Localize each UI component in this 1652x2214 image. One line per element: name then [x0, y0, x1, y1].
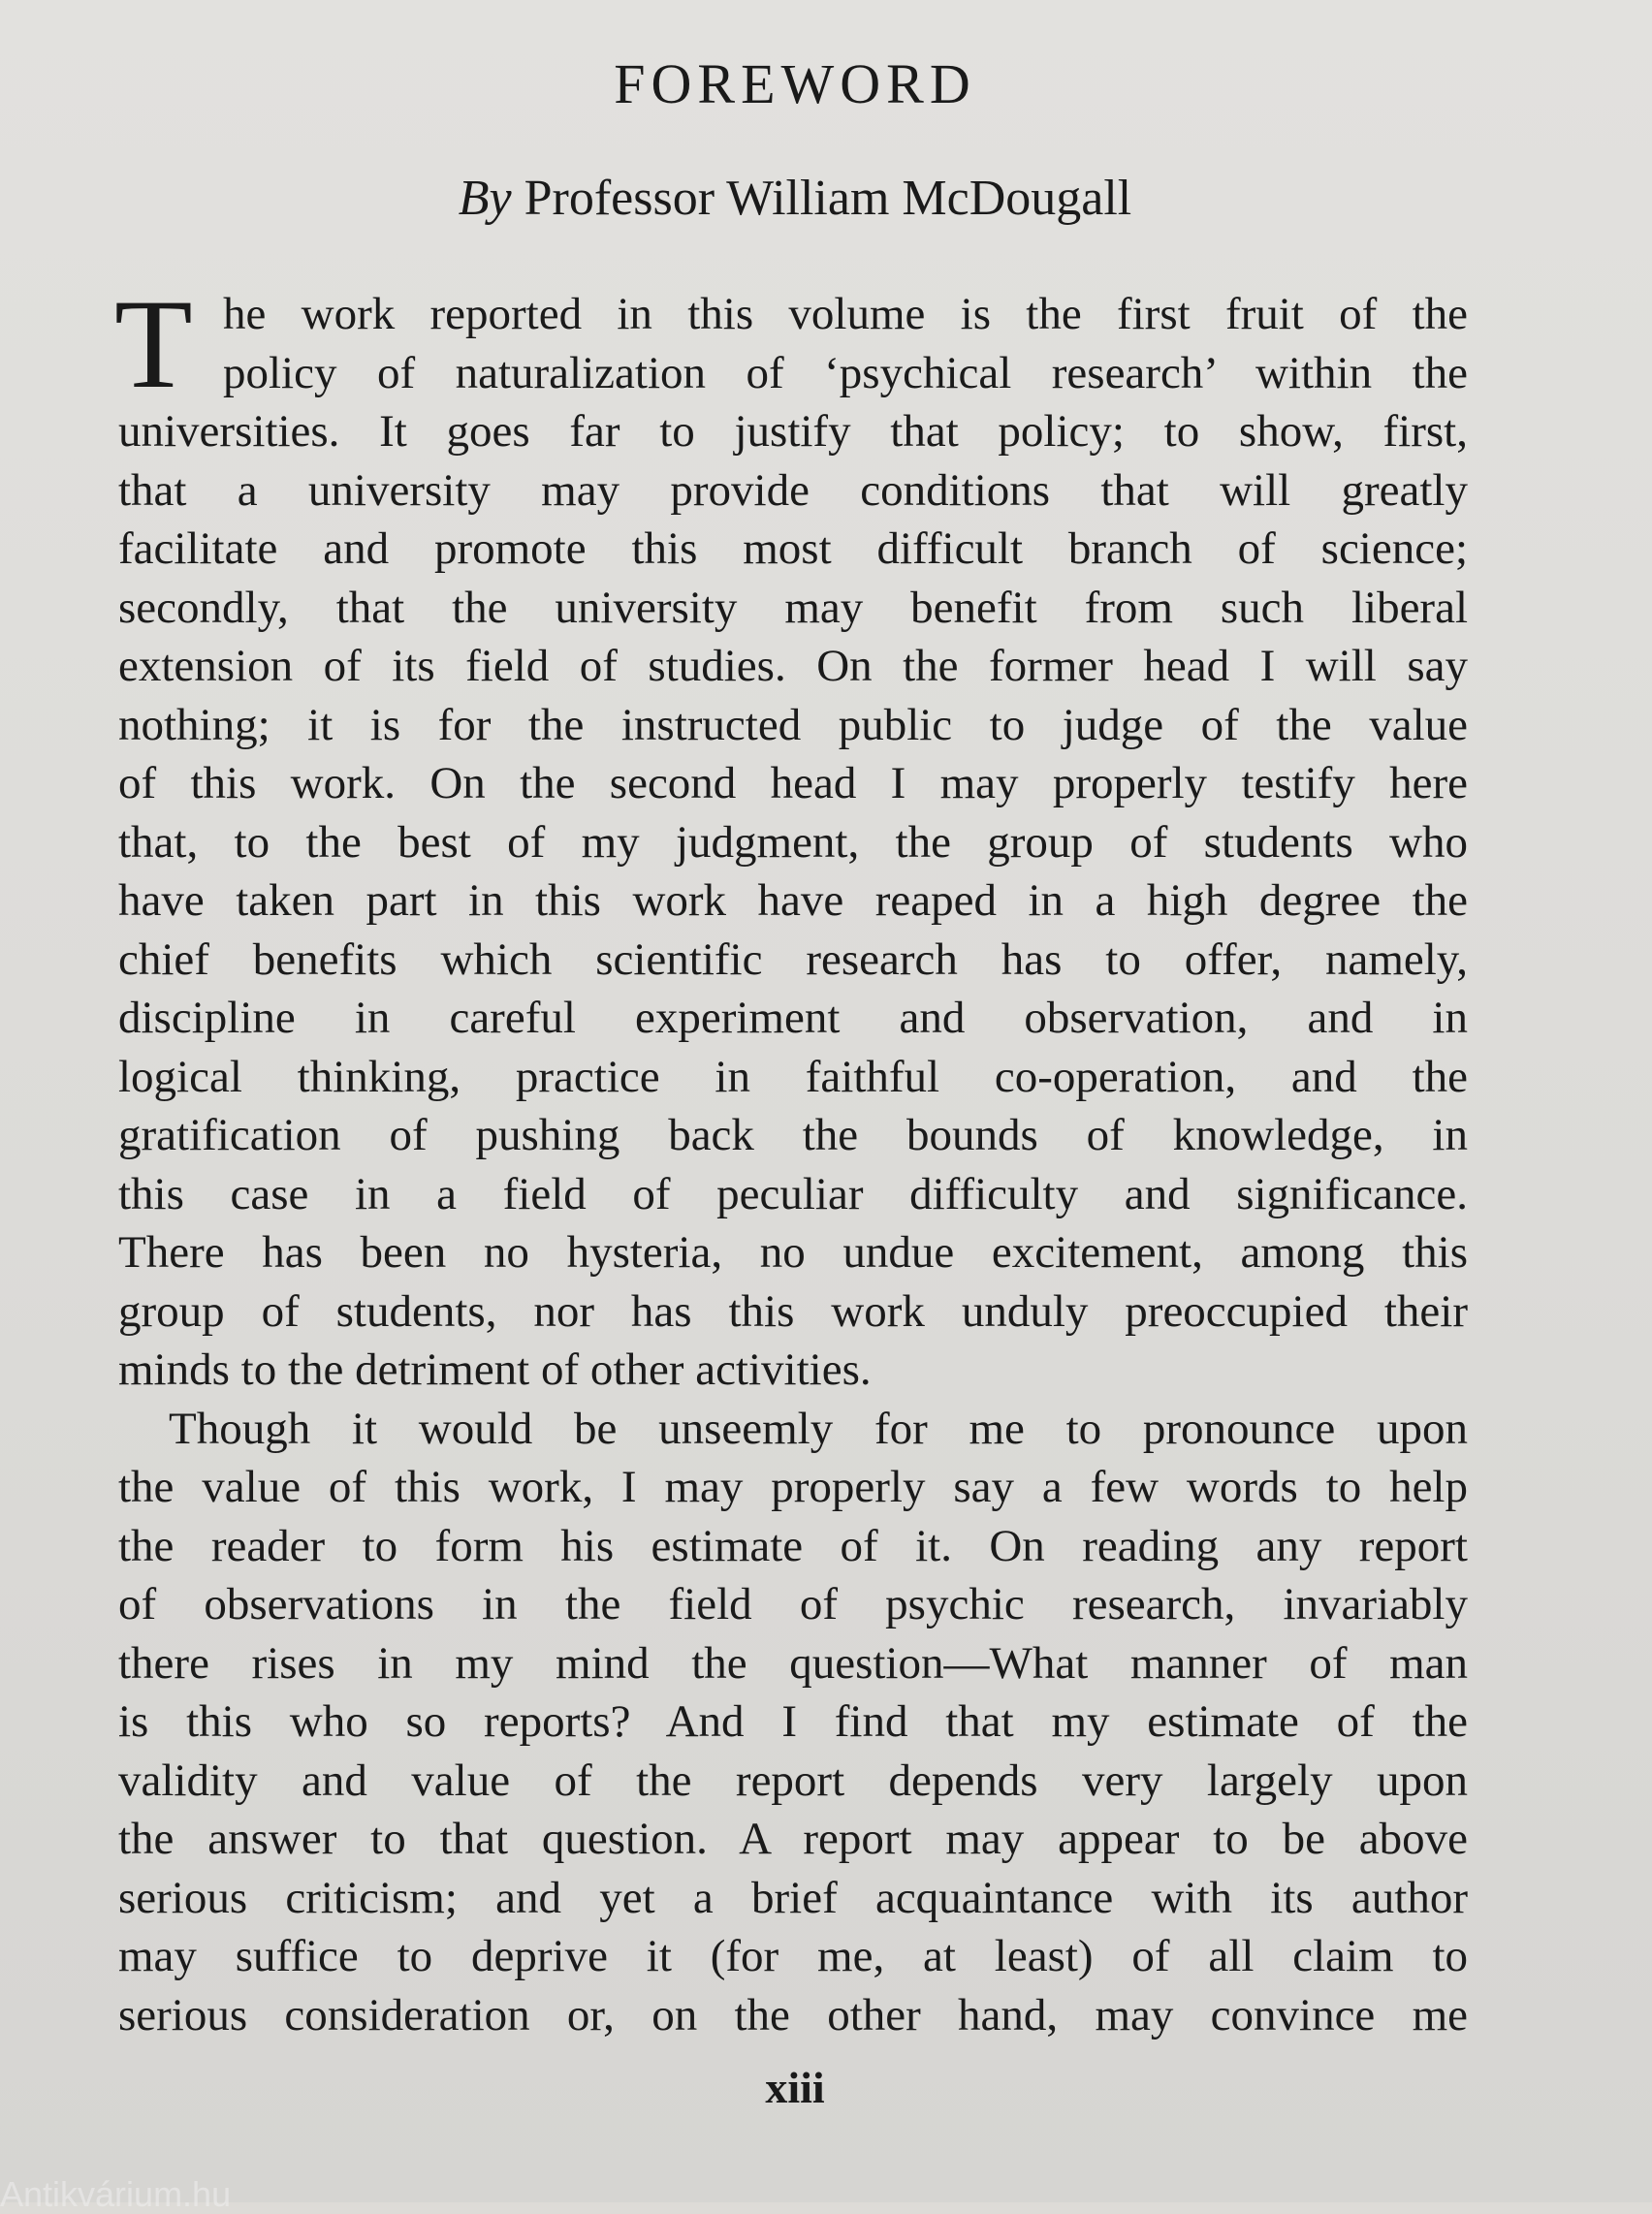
text-line: this case in a field of peculiar difficulty and significance.: [118, 1168, 1468, 1219]
text-line: is this who so reports? And I find that my estimate of the: [118, 1696, 1468, 1747]
page-number: xiii: [765, 2063, 825, 2112]
text-line: nothing; it is for the instructed public to judge of the value: [118, 699, 1468, 750]
watermark: Antikvárium.hu: [0, 2174, 232, 2214]
text-line: policy of naturalization of ‘psychical research’ within the: [223, 347, 1468, 398]
drop-cap: T: [114, 272, 193, 415]
text-line: extension of its field of studies. On the former head I will say: [118, 641, 1468, 691]
text-line: of observations in the field of psychic research, invariably: [118, 1579, 1468, 1629]
paragraph-2: [118, 1400, 1468, 2045]
text-line: universities. It goes far to justify that policy; to show, first,: [118, 406, 1468, 457]
text-line: facilitate and promote this most difficult branch of science;: [118, 523, 1468, 574]
text-line: of this work. On the second head I may properly testify here: [118, 758, 1468, 808]
text-line: may suffice to deprive it (for me, at least) of all claim to: [118, 1931, 1468, 1981]
text-line: validity and value of the report depends very largely upon: [118, 1755, 1468, 1806]
text-line: the value of this work, I may properly say a few words to help: [118, 1462, 1468, 1512]
text-line: Though it would be unseemly for me to pronounce upon: [169, 1403, 1468, 1454]
text-line: chief benefits which scientific research has to offer, namely,: [118, 933, 1468, 985]
text-line: group of students, nor has this work unduly preoccupied their: [118, 1285, 1468, 1337]
byline-author: Professor William McDougall: [524, 171, 1132, 226]
text-line: the reader to form his estimate of it. On reading any report: [118, 1520, 1468, 1571]
text-line: logical thinking, practice in faithful co-operation, and the: [118, 1051, 1468, 1102]
body-text: [114, 272, 1468, 2044]
byline-prefix: By: [458, 171, 512, 226]
text-line: the answer to that question. A report may appear to be above: [118, 1814, 1468, 1864]
paragraph-1: [118, 285, 1468, 1400]
byline: [0, 167, 1590, 231]
text-line: secondly, that the university may benefit from such liberal: [118, 582, 1468, 633]
page-title: FOREWORD: [614, 52, 976, 115]
text-line: discipline in careful experiment and observation, and in: [118, 993, 1468, 1043]
text-line: he work reported in this volume is the first fruit of the: [223, 289, 1468, 339]
text-line: gratification of pushing back the bounds of knowledge, in: [118, 1110, 1468, 1160]
text-line: that, to the best of my judgment, the group of students who: [118, 816, 1468, 868]
text-line: there rises in my mind the question—What manner of man: [118, 1637, 1468, 1689]
text-line: have taken part in this work have reaped in a high degree the: [118, 875, 1468, 926]
text-line: minds to the detriment of other activities.: [118, 1344, 872, 1395]
text-line: that a university may provide conditions that will greatly: [118, 464, 1468, 516]
text-line: There has been no hysteria, no undue excitement, among this: [118, 1227, 1468, 1278]
text-line: serious consideration or, on the other hand, may convince me: [118, 1989, 1468, 2040]
text-line: serious criticism; and yet a brief acquaintance with its author: [118, 1872, 1468, 1923]
